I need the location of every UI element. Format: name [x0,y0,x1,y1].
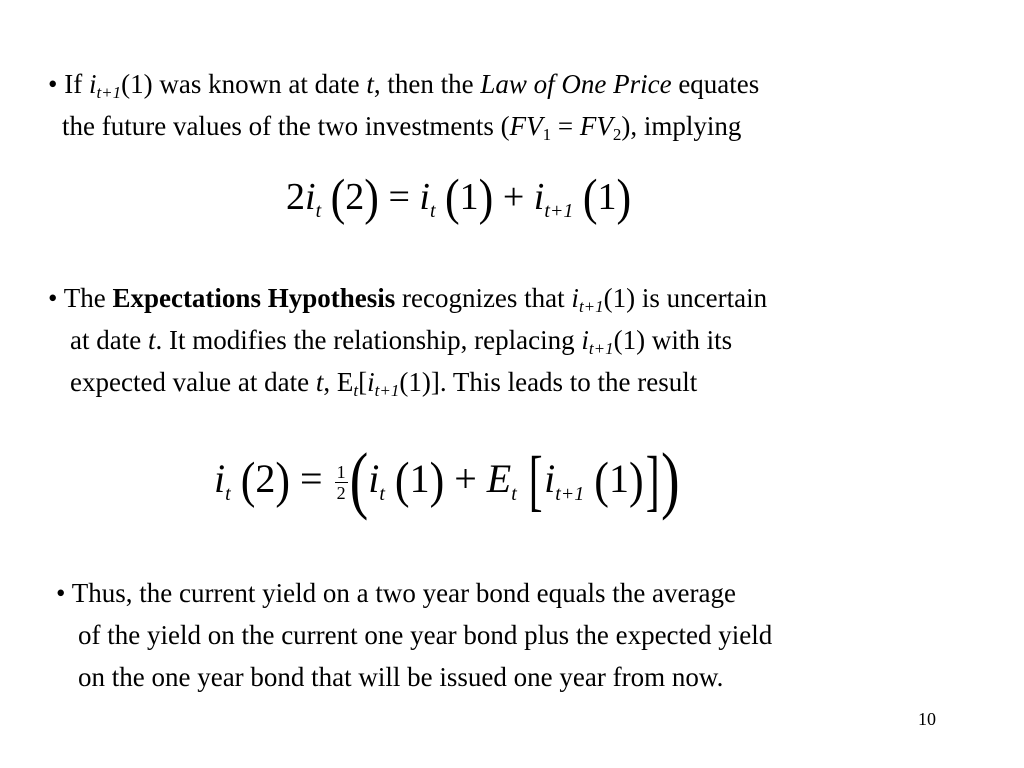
bullet-1 [48,71,759,155]
bullet-1-line-1: • If $i_{t+1}(1)$ was known at date t, then the Law of One Price equates [48,69,760,102]
expectations-hypothesis-text: Expectations Hypothesis [112,283,396,313]
bullet-3-line-3: on the one year bond that will be issued one year from now. [78,662,724,692]
equation-2: $i_t$ (2) = $\frac{1}{2}$ ($i_t$ $(1) + E_t$ [$i_{t+1}$ (1)]) [214,438,680,522]
bullet-marker: • [48,69,58,99]
equation-1: $2i_t$ $(2) = i_t$ $(1) + i_{t+1}$ (1) [286,169,632,226]
bullet-marker: • [56,578,66,608]
one-half-fraction: $\frac{1}{2}$ [336,462,346,504]
page-number: 10 [918,709,936,729]
bullet-2-line-1: • The Expectations Hypothesis recognizes that $i_{t+1}(1)$ is uncertain [48,283,768,316]
bullet-3 [56,580,772,706]
bullet-2-line-3: expected value at date t, $E_t[i_{t+1}(1)]$. This leads to the result [70,367,698,400]
bullet-1-line-2: the future values of the two investments $(FV_1 = FV_2)$, implying [62,111,742,144]
bullet-2 [48,285,767,411]
bullet-2-line-2: at date t. It modifies the relationship, replacing $i_{t+1}(1)$ with its [70,325,733,358]
bullet-marker: • [48,283,58,313]
law-of-one-price-text: Law of One Price [480,69,672,99]
bullet-3-line-1: • Thus, the current yield on a two year bond equals the average [56,578,736,608]
bullet-3-line-2: of the yield on the current one year bond plus the expected yield [78,620,773,650]
